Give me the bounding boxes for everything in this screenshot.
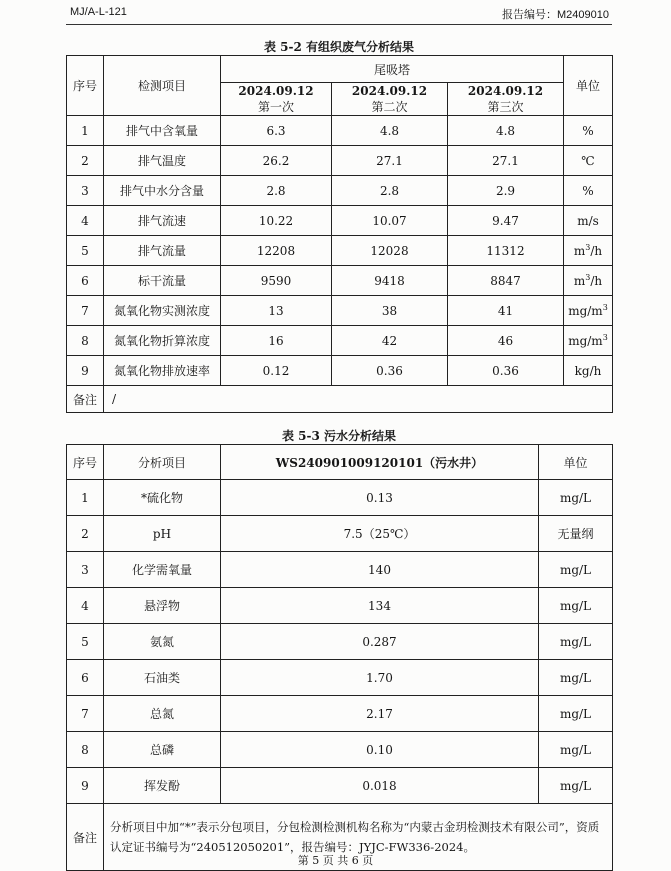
table-row: 6 石油类 1.70 mg/L — [67, 660, 613, 696]
table-row: 4 排气流速 10.22 10.07 9.47 m/s — [67, 206, 613, 236]
note-row — [67, 386, 613, 413]
table-row: 9 挥发酚 0.018 mg/L — [67, 768, 613, 804]
note-label: 备注 — [67, 804, 104, 871]
header-rule — [66, 24, 612, 25]
site-header: 尾吸塔 — [221, 56, 564, 83]
table-row: 2 pH 7.5（25℃） 无量纲 — [67, 516, 613, 552]
table-row: 3 化学需氧量 140 mg/L — [67, 552, 613, 588]
note-label: 备注 — [67, 386, 104, 413]
col-unit-header: 单位 — [564, 56, 613, 116]
col-item-header: 分析项目 — [104, 445, 221, 480]
table-row: 4 悬浮物 134 mg/L — [67, 588, 613, 624]
note-text: 分析项目中加“*”表示分包项目，分包检测检测机构名称为“内蒙古金玥检测技术有限公司”，资质认定证书编号为“240512050201”，报告编号：JYJC-FW336-2024。 — [104, 804, 613, 871]
col-seq-header: 序号 — [67, 445, 104, 480]
table-row: 9 氮氧化物排放速率 0.12 0.36 0.36 kg/h — [67, 356, 613, 386]
table-row: 8 总磷 0.10 mg/L — [67, 732, 613, 768]
table-row: 1 排气中含氧量 6.3 4.8 4.8 % — [67, 116, 613, 146]
table-row: 2 排气温度 26.2 27.1 27.1 ℃ — [67, 146, 613, 176]
page-number: 第 5 页 共 6 页 — [297, 854, 374, 867]
wastewater-table — [66, 444, 613, 871]
run-1-header: 2024.09.12 第一次 — [221, 83, 332, 116]
note-text: / — [104, 386, 613, 413]
table-row: 1 *硫化物 0.13 mg/L — [67, 480, 613, 516]
table-5-3-title: 表 5-3 污水分析结果 — [281, 429, 397, 443]
exhaust-gas-table — [66, 55, 613, 413]
table-row: 7 氮氧化物实测浓度 13 38 41 $mg/m^3$ — [67, 296, 613, 326]
run-2-header: 2024.09.12 第二次 — [332, 83, 448, 116]
table-row: 8 氮氧化物折算浓度 16 42 46 $mg/m^3$ — [67, 326, 613, 356]
table-row: 5 排气流量 12208 12028 11312 $m^3/h$ — [67, 236, 613, 266]
table-5-2-title: 表 5-2 有组织废气分析结果 — [263, 40, 415, 54]
col-unit-header: 单位 — [539, 445, 613, 480]
table-row: 5 氨氮 0.287 mg/L — [67, 624, 613, 660]
table-row: 3 排气中水分含量 2.8 2.8 2.9 % — [67, 176, 613, 206]
table-row: 7 总氮 2.17 mg/L — [67, 696, 613, 732]
col-seq-header: 序号 — [67, 56, 104, 116]
col-item-header: 检测项目 — [104, 56, 221, 116]
doc-code: MJ/A-L-121 — [70, 6, 127, 18]
col-sample-header: WS240901009120101（污水井） — [221, 445, 539, 480]
run-3-header: 2024.09.12 第三次 — [448, 83, 564, 116]
report-number: 报告编号：M2409010 — [502, 9, 609, 21]
table-row: 6 标干流量 9590 9418 8847 $m^3/h$ — [67, 266, 613, 296]
